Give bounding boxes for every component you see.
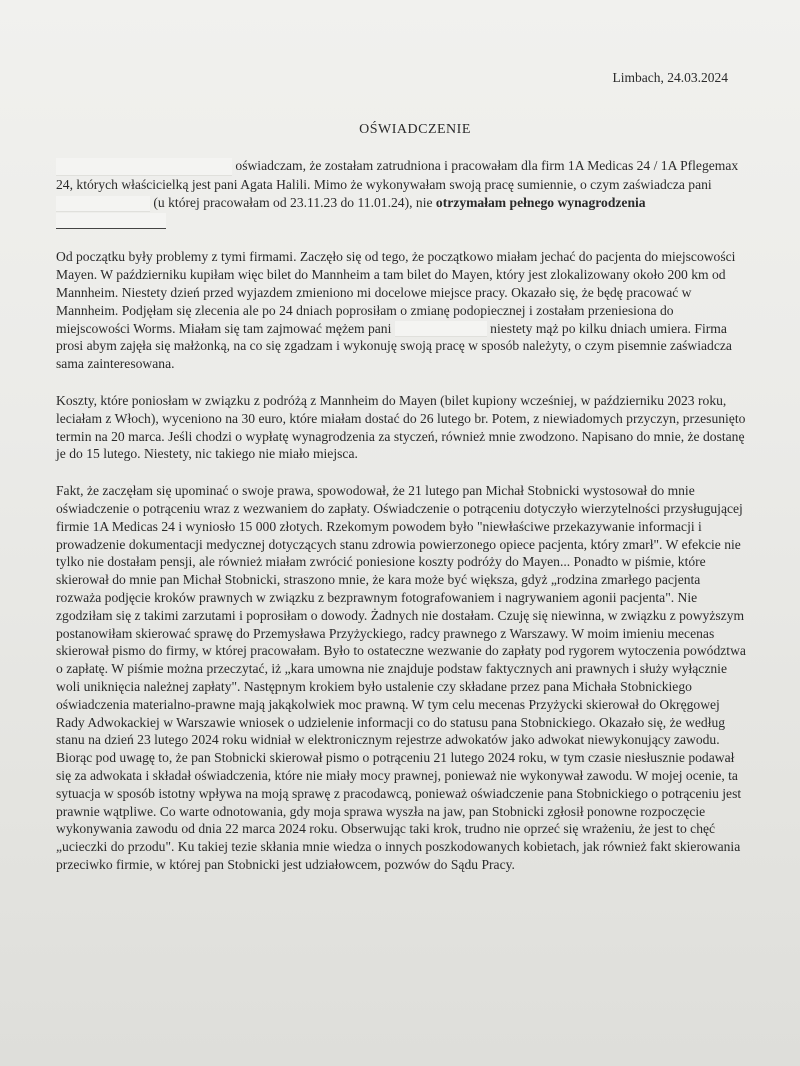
paragraph-1-text-c: otrzymałam pełnego wynagrodzenia	[435, 194, 646, 210]
paragraph-3: Koszty, które poniosłam w związku z podróżą z Mannheim do Mayen (bilet kupiony wcześniej, w październiku 2023 roku, leciałam z Włoch), wyceniono na 30 euro, które miałam dostać do 26 lutego br. Potem, z niewiadomych przyczyn, przesunięto termin na 20 marca. Jeśli chodzi o wypłatę wynagrodzenia za styczeń, również mnie zwodzono. Napisano do mnie, że dostanę je do 15 lutego. Niestety, nic takiego nie miało miejsca.	[56, 393, 746, 462]
redacted-name	[56, 158, 232, 176]
place-date: Limbach, 24.03.2024	[612, 70, 728, 85]
paragraph-2	[56, 248, 746, 373]
redacted-name	[56, 196, 150, 212]
letter-body	[56, 157, 746, 893]
document-title: OŚWIADCZENIE	[359, 122, 471, 137]
redacted-name	[395, 321, 487, 337]
paragraph-1-text-b: (u której pracowałam od 23.11.23 do 11.01.24), nie	[150, 194, 436, 210]
redacted-amount	[56, 213, 166, 229]
paragraph-1-text-a: oświadczam, że zostałam zatrudniona i pracowałam dla firm 1A Medicas 24 / 1A Pflegemax 24, których właścicielką jest pani Agata Halili. Mimo że wykonywałam swoją pracę sumiennie, o czym zaświadcza pani	[56, 158, 739, 192]
paragraph-2-text-b: niestety mąż po kilku dniach umiera. Firma prosi abym zajęła się małżonką, na co się zgadzam i wykonuję swoją pracę w sposób należyty, o czym pisemnie zaświadcza sama zainteresowana.	[56, 320, 732, 372]
paragraph-4: Fakt, że zaczęłam się upominać o swoje prawa, spowodował, że 21 lutego pan Michał Stobnicki wystosował do mnie oświadczenie o potrąceniu wraz z wezwaniem do zapłaty. Oświadczenie o potrąceniu dotyczyło wierzytelności przysługującej firmie 1A Medicas 24 i wyniosło 15 000 złotych. Rzekomym powodem było "niewłaściwe przekazywanie informacji i prowadzenie dokumentacji medycznej dotyczących stanu zdrowia powierzonego opiece pacjenta, który zmarł". W efekcie nie tylko nie dostałam pensji, ale również miałam zwrócić poniesione koszty podróży do Mayen... Ponadto w piśmie, które skierował do mnie pan Michał Stobnicki, straszono mnie, że kara może być większa, gdyż „rodzina zmarłego pacjenta rozważa podjęcie kroków prawnych w związku z bezprawnym fotografowaniem i nagrywaniem agonii pacjenta". Nie zgodziłam się z takimi zarzutami i poprosiłam o dowody. Żadnych nie dostałam. Czuję się niewinna, w związku z powyższym postanowiłam skierować sprawę do Przemysława Przyżyckiego, radcy prawnego z Warszawy. W moim imieniu mecenas skierował pismo do firmy, w której pracowałam. Było to ostateczne wezwanie do zapłaty pod rygorem wytoczenia powództwa o zapłatę. W piśmie można przeczytać, iż „kara umowna nie znajduje podstaw faktycznych ani prawnych i służy wyłącznie woli uniknięcia należnej zapłaty". Następnym krokiem było ustalenie czy składane przez pana Michała Stobnickiego oświadczenia materialno-prawne mają jakąkolwiek moc prawną. W tym celu mecenas Przyżycki skierował do Okręgowej Rady Adwokackiej w Warszawie wniosek o udzielenie informacji co do statusu pana Stobnickiego. Okazało się, że według stanu na dzień 23 lutego 2024 roku widniał w elektronicznym rejestrze adwokatów jako adwokat niewykonujący zawodu. Biorąc pod uwagę to, że pan Stobnicki skierował pismo o potrąceniu 21 lutego 2024 roku, w tym czasie niesłusznie podawał się za adwokata i składał oświadczenia, które nie miały mocy prawnej, ponieważ nie wykonywał zawodu. W mojej ocenie, ta sytuacja w sposób istotny wpływa na moją sprawę z pracodawcą, ponieważ oświadczenie pana Stobnickiego o potrąceniu jest prawnie wątpliwe. Co warte odnotowania, gdy moja sprawa wyszła na jaw, pan Stobnicki zgłosił ponowne rozpoczęcie wykonywania zawodu od dnia 22 marca 2024 roku. Obserwując taki krok, trudno nie oprzeć się wrażeniu, że jest to chęć „ucieczki do przodu". Ku takiej tezie skłania mnie wiedza o innych poszkodowanych kobietach, jak również fakt skierowania przeciwko firmie, w której pan Stobnicki jest udziałowcem, pozwów do Sądu Pracy.	[56, 483, 746, 872]
paragraph-1	[56, 157, 746, 229]
paragraph-2-text-a: Od początku były problemy z tymi firmami. Zaczęło się od tego, że początkowo miałam jechać do pacjenta do miejscowości Mayen. W październiku kupiłam więc bilet do Mannheim a tam bilet do Mayen, który jest zlokalizowany około 200 km od Mannheim. Niestety dzień przed wyjazdem zmieniono mi docelowe miejsce pracy. Okazało się, że będę pracować w Mannheim. Podjęłam się zlecenia ale po 24 dniach poprosiłam o zmianę podopiecznej i zostałam przeniesiona do miejscowości Worms. Miałam się tam zajmować mężem pani	[56, 249, 736, 336]
